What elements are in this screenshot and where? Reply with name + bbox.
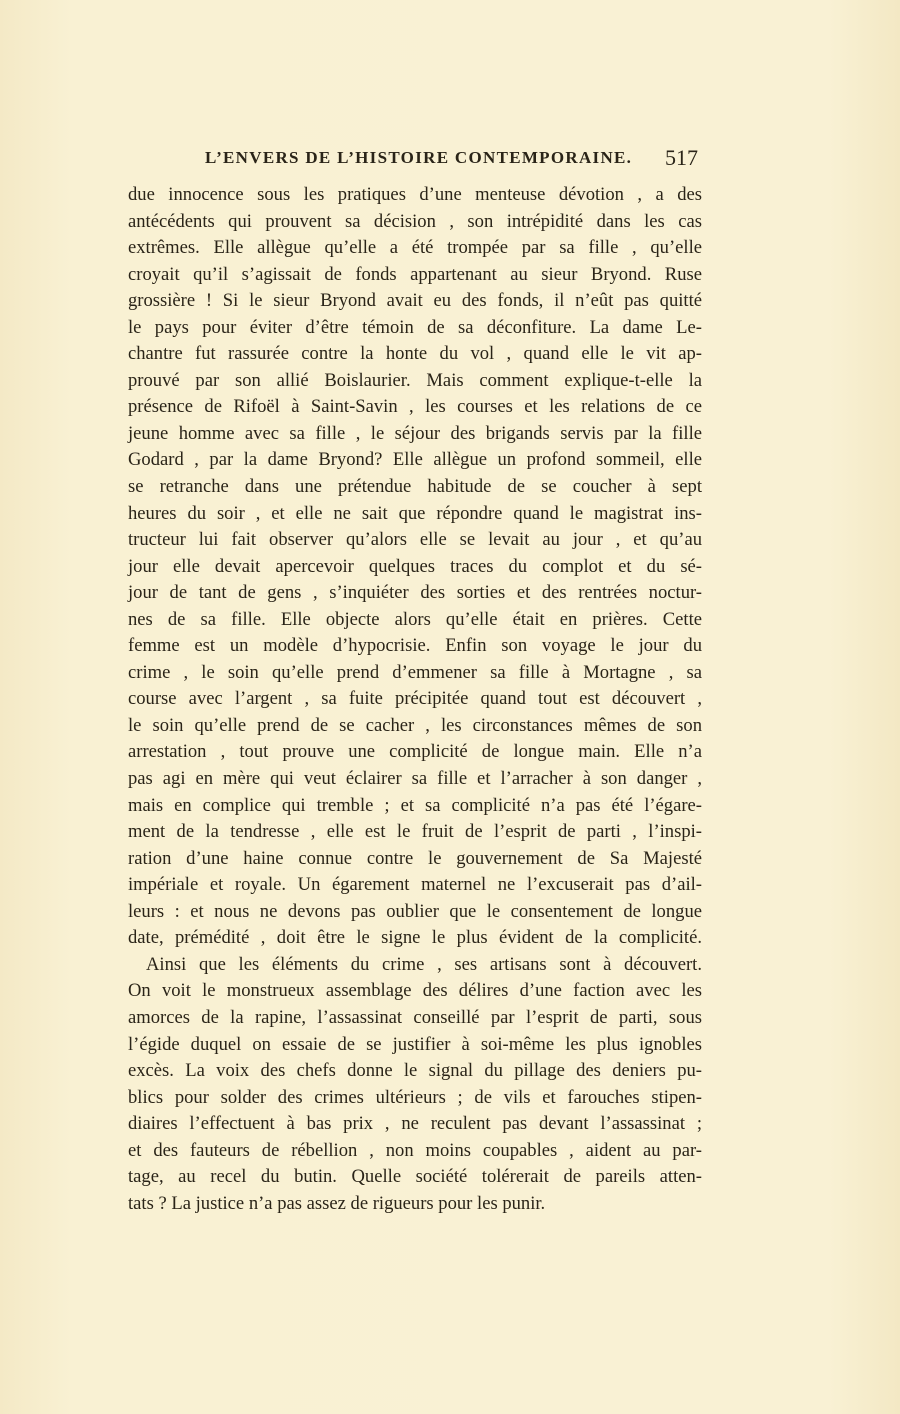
running-title: L’ENVERS DE L’HISTOIRE CONTEMPORAINE. (205, 148, 633, 167)
page-body (128, 182, 702, 1217)
text-line: arrestation , tout prouve une complicité de longue main. Elle n’a (128, 741, 702, 763)
text-line: Ainsi que les éléments du crime , ses artisans sont à découvert. (146, 953, 702, 975)
text-line: ration d’une haine connue contre le gouvernement de Sa Majesté (128, 847, 702, 869)
text-line: blics pour solder des crimes ultérieurs ; de vils et farouches stipen- (128, 1086, 702, 1108)
text-line: jeune homme avec sa fille , le séjour des brigands servis par la fille (128, 422, 702, 444)
page-number: 517 (665, 145, 698, 170)
text-line: On voit le monstrueux assemblage des délires d’une faction avec les (128, 980, 702, 1002)
text-line: le soin qu’elle prend de se cacher , les circonstances mêmes de son (128, 714, 702, 736)
text-line: et des fauteurs de rébellion , non moins coupables , aident au par- (128, 1139, 702, 1161)
text-line: pas agi en mère qui veut éclairer sa fille et l’arracher à son danger , (128, 768, 702, 790)
text-line: jour de tant de gens , s’inquiéter des sorties et des rentrées noctur- (128, 582, 702, 604)
text-line: extrêmes. Elle allègue qu’elle a été trompée par sa fille , qu’elle (128, 237, 702, 259)
text-line: prouvé par son allié Boislaurier. Mais comment explique-t-elle la (128, 369, 702, 391)
text-line: croyait qu’il s’agissait de fonds appartenant au sieur Bryond. Ruse (128, 263, 702, 285)
text-line: ment de la tendresse , elle est le fruit de l’esprit de parti , l’inspi- (128, 821, 702, 843)
text-line: chantre fut rassurée contre la honte du vol , quand elle le vit ap- (128, 343, 702, 365)
text-line: crime , le soin qu’elle prend d’emmener sa fille à Mortagne , sa (128, 661, 702, 683)
text-line: grossière ! Si le sieur Bryond avait eu des fonds, il n’eût pas quitté (128, 290, 702, 312)
text-line: femme est un modèle d’hypocrisie. Enfin son voyage le jour du (128, 635, 702, 657)
text-line: impériale et royale. Un égarement maternel ne l’excuserait pas d’ail- (128, 874, 702, 896)
text-line: jour elle devait apercevoir quelques traces du complot et du sé- (128, 555, 702, 577)
text-line: l’égide duquel on essaie de se justifier à soi-même les plus ignobles (128, 1033, 702, 1055)
text-line: due innocence sous les pratiques d’une menteuse dévotion , a des (128, 184, 702, 205)
page-header (128, 145, 702, 176)
text-line: le pays pour éviter d’être témoin de sa déconfiture. La dame Le- (128, 316, 702, 338)
text-line: amorces de la rapine, l’assassinat conseillé par l’esprit de parti, sous (128, 1006, 702, 1028)
text-line: date, prémédité , doit être le signe le plus évident de la complicité. (128, 927, 702, 949)
text-line: heures du soir , et elle ne sait que répondre quand le magistrat ins- (128, 502, 702, 524)
text-line: antécédents qui prouvent sa décision , son intrépidité dans les cas (128, 210, 702, 232)
text-line: tructeur lui fait observer qu’alors elle se levait au jour , et qu’au (128, 529, 702, 551)
text-line: se retranche dans une prétendue habitude de se coucher à sept (128, 476, 702, 498)
text-line: présence de Rifoël à Saint-Savin , les courses et les relations de ce (128, 396, 702, 418)
text-line: excès. La voix des chefs donne le signal du pillage des deniers pu- (128, 1060, 702, 1082)
text-line: mais en complice qui tremble ; et sa complicité n’a pas été l’égare- (128, 794, 702, 816)
text-line: course avec l’argent , sa fuite précipitée quand tout est découvert , (128, 688, 702, 710)
text-line: tage, au recel du butin. Quelle société tolérerait de pareils atten- (128, 1166, 702, 1188)
text-line: Godard , par la dame Bryond? Elle allègue un profond sommeil, elle (128, 449, 702, 471)
text-line: nes de sa fille. Elle objecte alors qu’elle était en prières. Cette (128, 608, 702, 630)
text-line: leurs : et nous ne devons pas oublier que le consentement de longue (128, 900, 702, 922)
text-line: diaires l’effectuent à bas prix , ne reculent pas devant l’assassinat ; (128, 1113, 702, 1135)
text-line: tats ? La justice n’a pas assez de rigueurs pour les punir. (128, 1192, 546, 1214)
